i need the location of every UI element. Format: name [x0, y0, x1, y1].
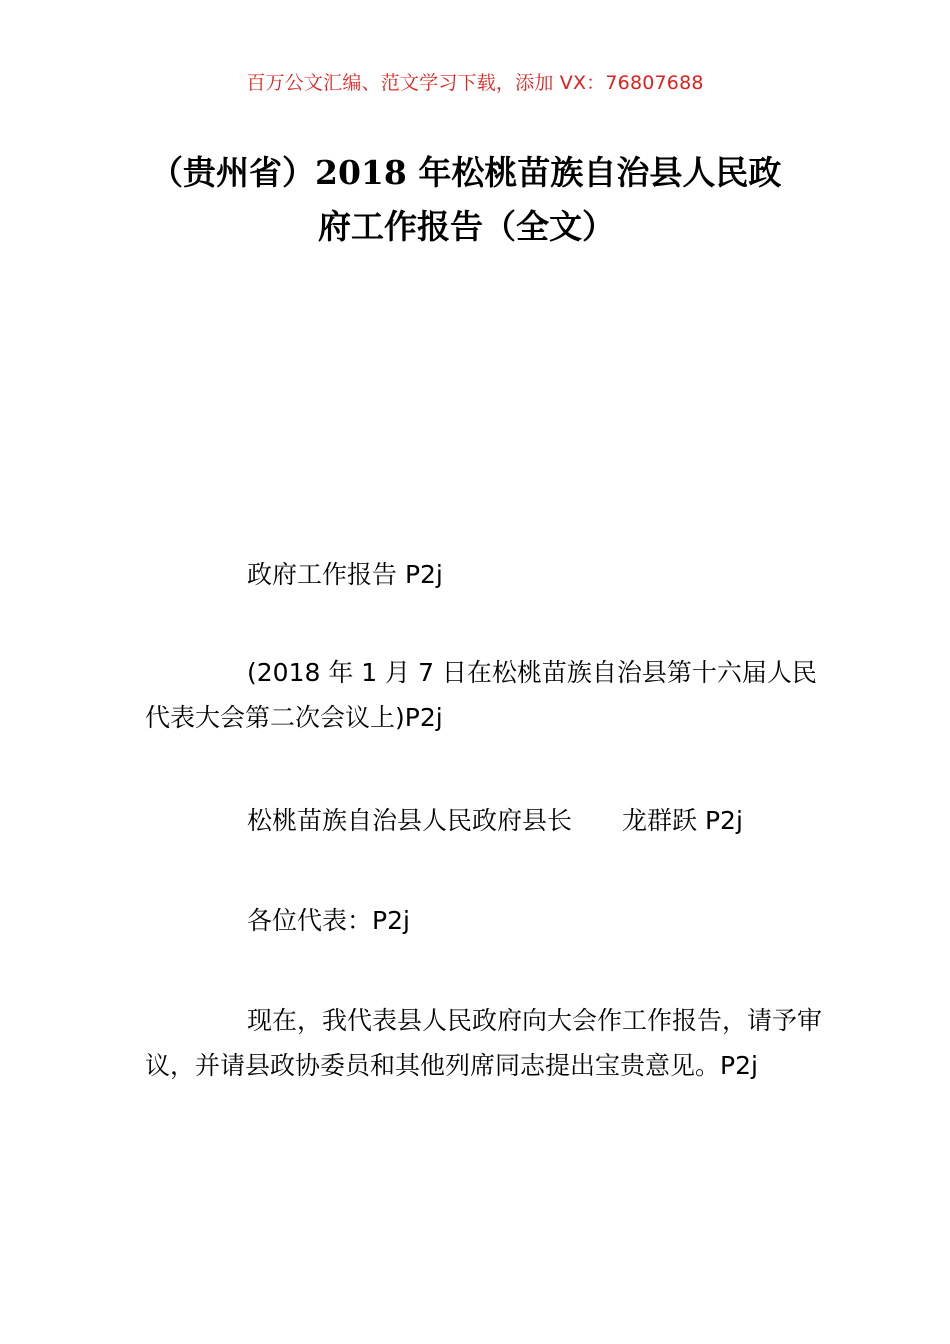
paragraph-report-label: 政府工作报告 P2j [247, 560, 443, 589]
speaker-title: 松桃苗族自治县人民政府县长 [247, 806, 573, 835]
title-line-2: 府工作报告（全文） [318, 207, 615, 246]
paragraph-meeting-info: (2018 年 1 月 7 日在松桃苗族自治县第十六届人民代表大会第二次会议上)P2j [145, 658, 817, 732]
paragraph-opening: 现在，我代表县人民政府向大会作工作报告，请予审议，并请县政协委员和其他列席同志提出宝贵意见。P2j [145, 1006, 823, 1080]
speaker-name: 龙群跃 P2j [622, 806, 743, 835]
paragraph-salutation: 各位代表：P2j [247, 906, 410, 935]
document-title [150, 146, 820, 254]
title-line-1: （贵州省）2018 年松桃苗族自治县人民政 [150, 153, 782, 192]
header-watermark-note: 百万公文汇编、范文学习下载，添加 VX：76807688 [246, 72, 704, 94]
paragraph-speaker [145, 798, 825, 843]
